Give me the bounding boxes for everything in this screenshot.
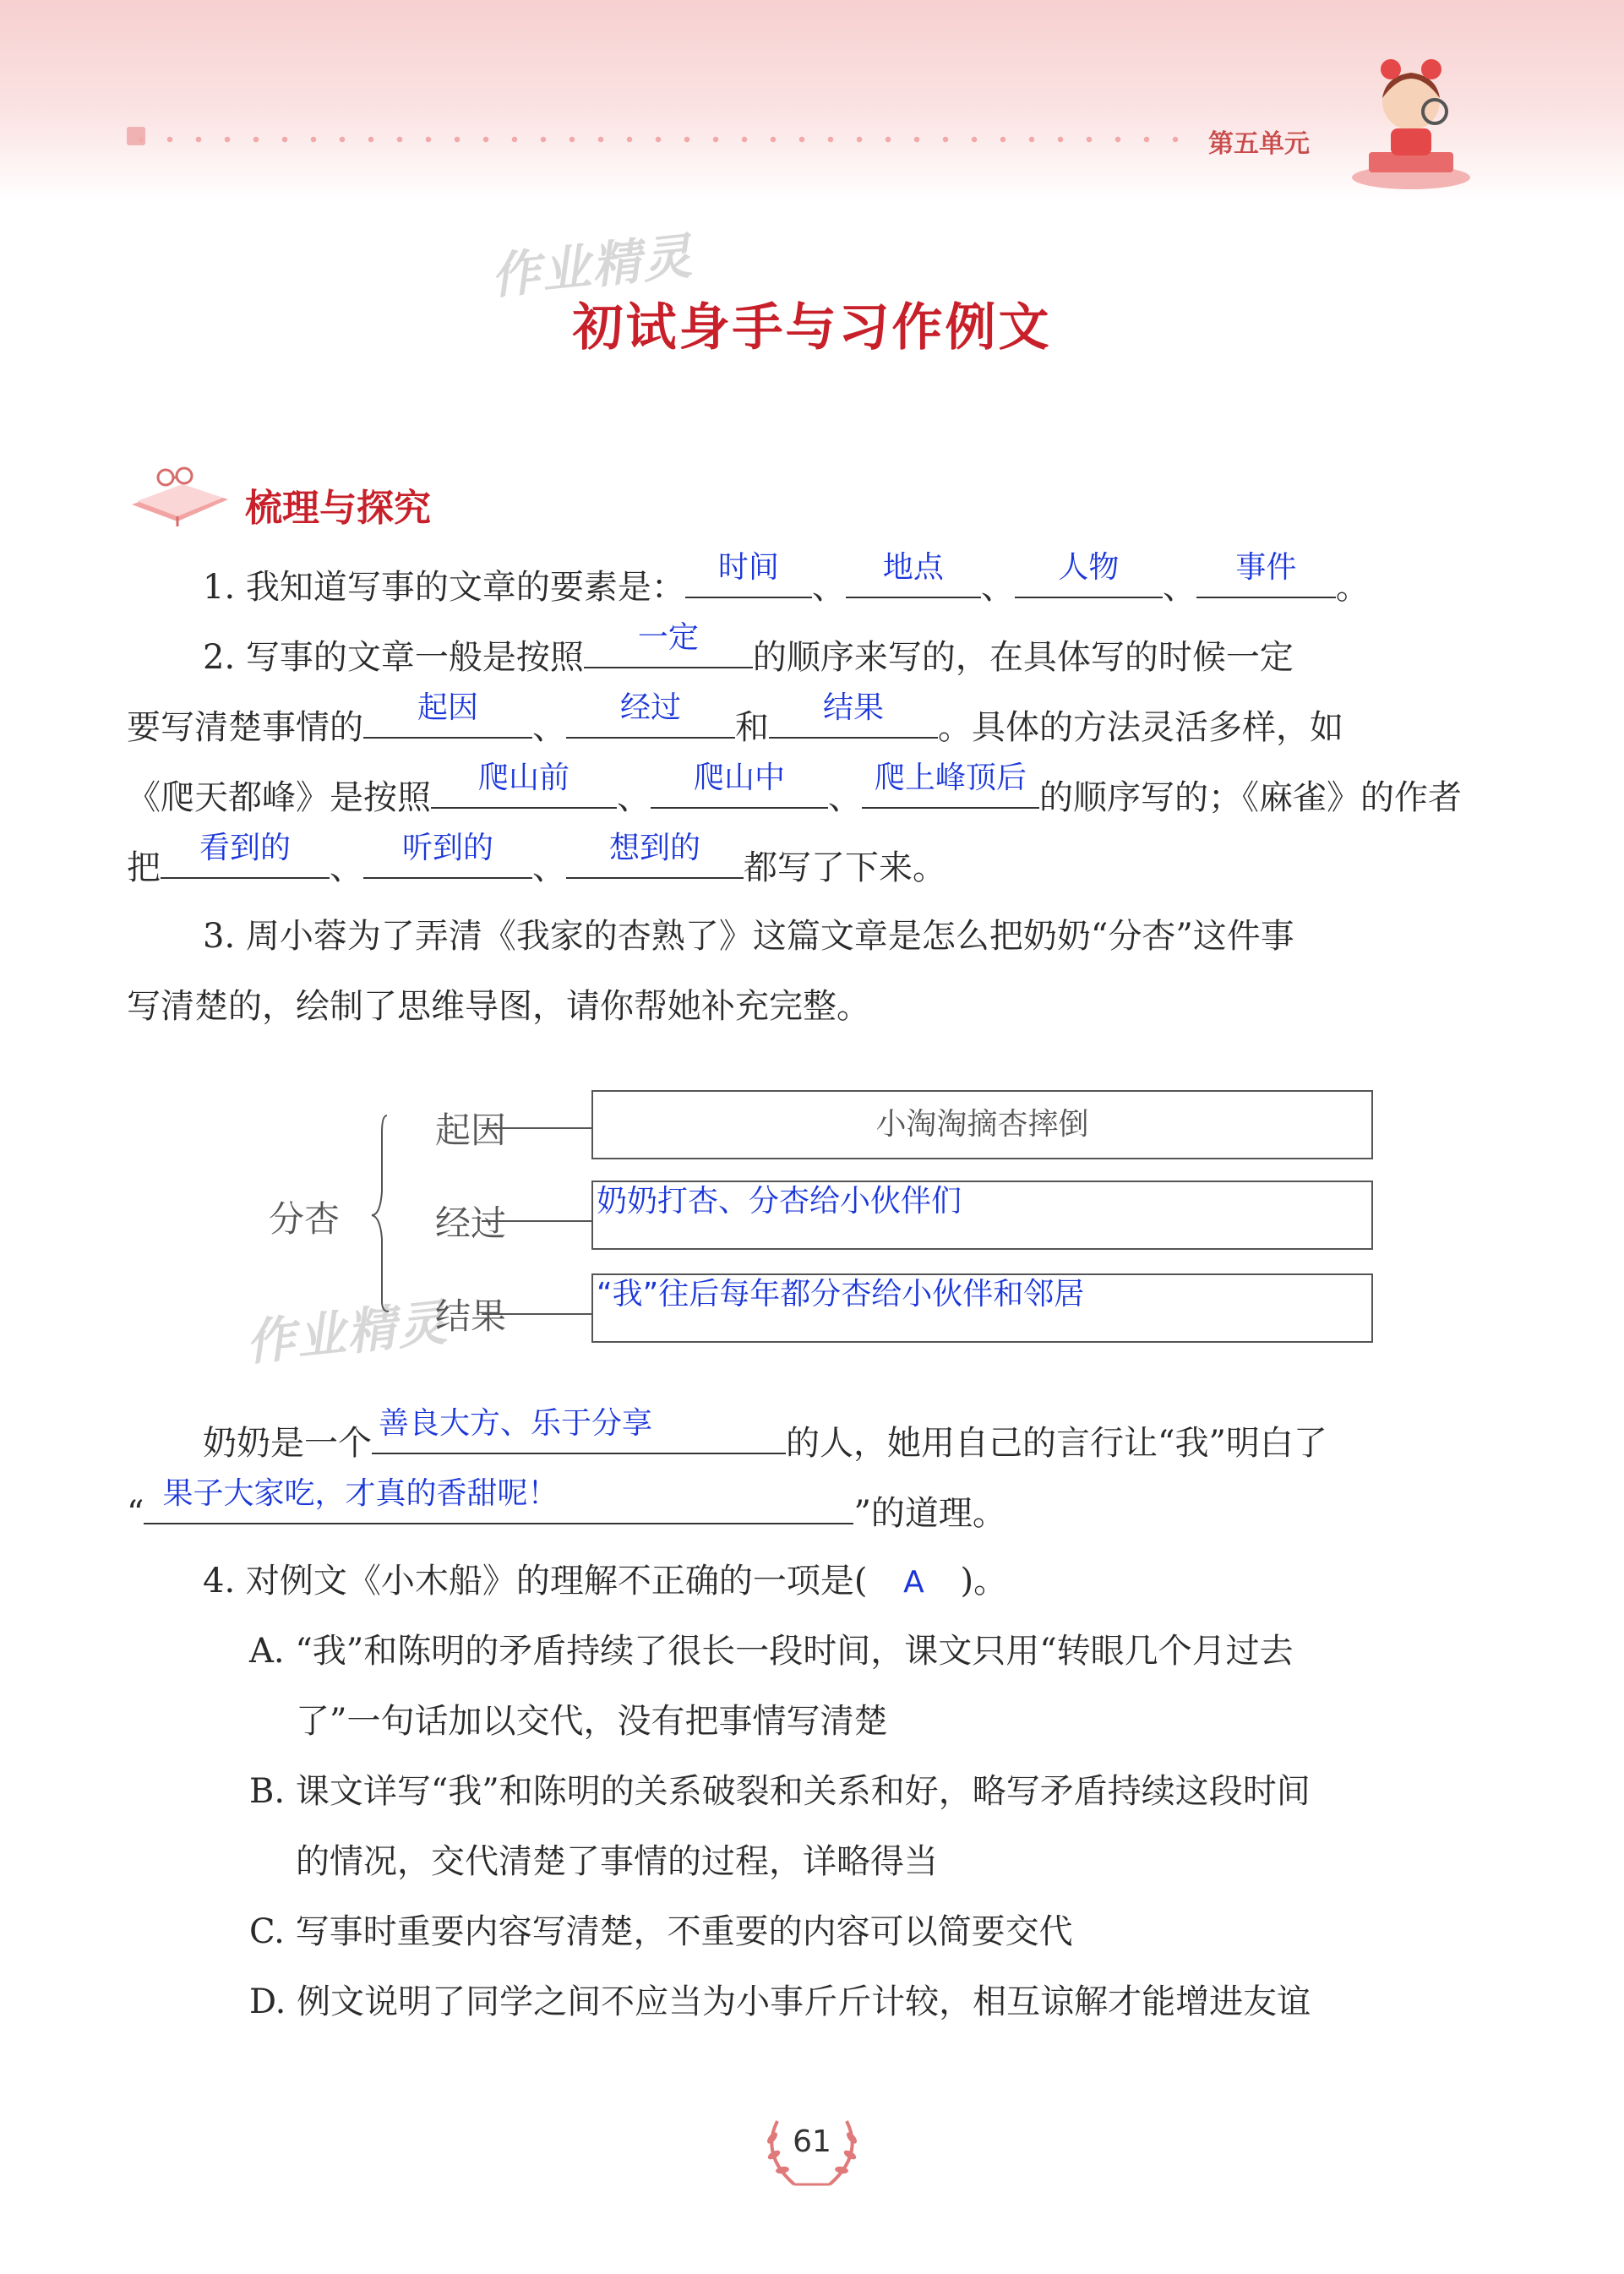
option-a: A. “我”和陈明的矛盾持续了很长一段时间，课文只用“转眼几个月过去 <box>249 1632 1294 1671</box>
question-3-line-2: 写清楚的，绘制了思维导图，请你帮她补充完整。 <box>127 987 870 1026</box>
option-a-continued: 了”一句话加以交代，没有把事情写清楚 <box>296 1702 888 1741</box>
header-dots <box>127 135 1191 144</box>
option-b-continued: 的情况，交代清楚了事情的过程，详略得当 <box>296 1842 938 1881</box>
answer-blank: 看到的 <box>161 838 330 879</box>
option-c: C. 写事时重要内容写清楚，不重要的内容可以简要交代 <box>249 1912 1073 1951</box>
open-book-icon <box>125 461 235 528</box>
mindmap-box-result: “我”往后每年都分杏给小伙伴和邻居 <box>591 1273 1373 1343</box>
answer-blank: 经过 <box>566 698 735 739</box>
answer-blank: 事件 <box>1196 558 1336 598</box>
answer-blank: 一定 <box>584 628 753 668</box>
answer-blank: 果子大家吃，才真的香甜呢！ <box>144 1484 853 1524</box>
answer-blank: 爬山前 <box>431 768 617 809</box>
mindmap-box-process: 奶奶打杏、分杏给小伙伴们 <box>591 1181 1373 1250</box>
mindmap-label-process: 经过 <box>435 1202 507 1244</box>
option-d: D. 例文说明了同学之间不应当为小事斤斤计较，相互谅解才能增进友谊 <box>249 1982 1311 2021</box>
watermark: 作业精灵 <box>243 1293 451 1372</box>
answer-blank: 听到的 <box>363 838 532 879</box>
option-b: B. 课文详写“我”和陈明的关系破裂和关系和好，略写矛盾持续这段时间 <box>249 1772 1311 1811</box>
answer-blank: 地点 <box>846 558 981 598</box>
question-4-answer: A <box>903 1565 924 1600</box>
unit-label: 第五单元 <box>1208 129 1310 159</box>
mindmap-root: 分杏 <box>269 1198 341 1240</box>
page-title: 初试身手与习作例文 <box>572 298 1052 357</box>
question-2-line-2: 要写清楚事情的 起因 、 经过 和 结果 。具体的方法灵活多样，如 <box>127 690 1343 747</box>
watermark: 作业精灵 <box>488 226 696 306</box>
answer-blank: 善良大方、乐于分享 <box>372 1414 786 1454</box>
question-2-line-1: 2. 写事的文章一般是按照 一定 的顺序来写的，在具体写的时候一定 <box>203 620 1294 677</box>
question-3-line-1: 3. 周小蓉为了弄清《我家的杏熟了》这篇文章是怎么把奶奶“分杏”这件事 <box>203 917 1294 956</box>
mindmap-label-result: 结果 <box>435 1295 507 1337</box>
answer-blank: 爬上峰顶后 <box>862 768 1039 809</box>
answer-blank: 爬山中 <box>651 768 828 809</box>
question-3-sentence-1: 奶奶是一个 善良大方、乐于分享 的人，她用自己的言行让“我”明白了 <box>203 1406 1327 1463</box>
answer-blank: 起因 <box>363 698 532 739</box>
mindmap-label-cause: 起因 <box>435 1110 507 1151</box>
girl-reading-icon <box>1343 51 1479 194</box>
question-2-line-3: 《爬天都峰》是按照 爬山前 、 爬山中 、 爬上峰顶后 的顺序写的；《麻雀》的作者 <box>127 761 1462 817</box>
answer-blank: 想到的 <box>566 838 744 879</box>
answer-blank: 结果 <box>769 698 938 739</box>
answer-blank: 时间 <box>685 558 812 598</box>
answer-blank: 人物 <box>1015 558 1163 598</box>
page-number: 61 <box>793 2124 831 2159</box>
question-4-stem: 4. 对例文《小木船》的理解不正确的一项是( A )。 <box>203 1557 1007 1606</box>
mindmap-box-cause: 小淘淘摘杏摔倒 <box>591 1090 1373 1159</box>
question-2-line-4: 把 看到的 、 听到的 、 想到的 都写了下来。 <box>127 831 946 887</box>
section-title: 梳理与探究 <box>245 487 431 530</box>
question-1: 1. 我知道写事的文章的要素是： 时间 、 地点 、 人物 、 事件 。 <box>203 550 1370 607</box>
question-3-sentence-2: “ 果子大家吃，才真的香甜呢！ ”的道理。 <box>127 1476 1006 1533</box>
